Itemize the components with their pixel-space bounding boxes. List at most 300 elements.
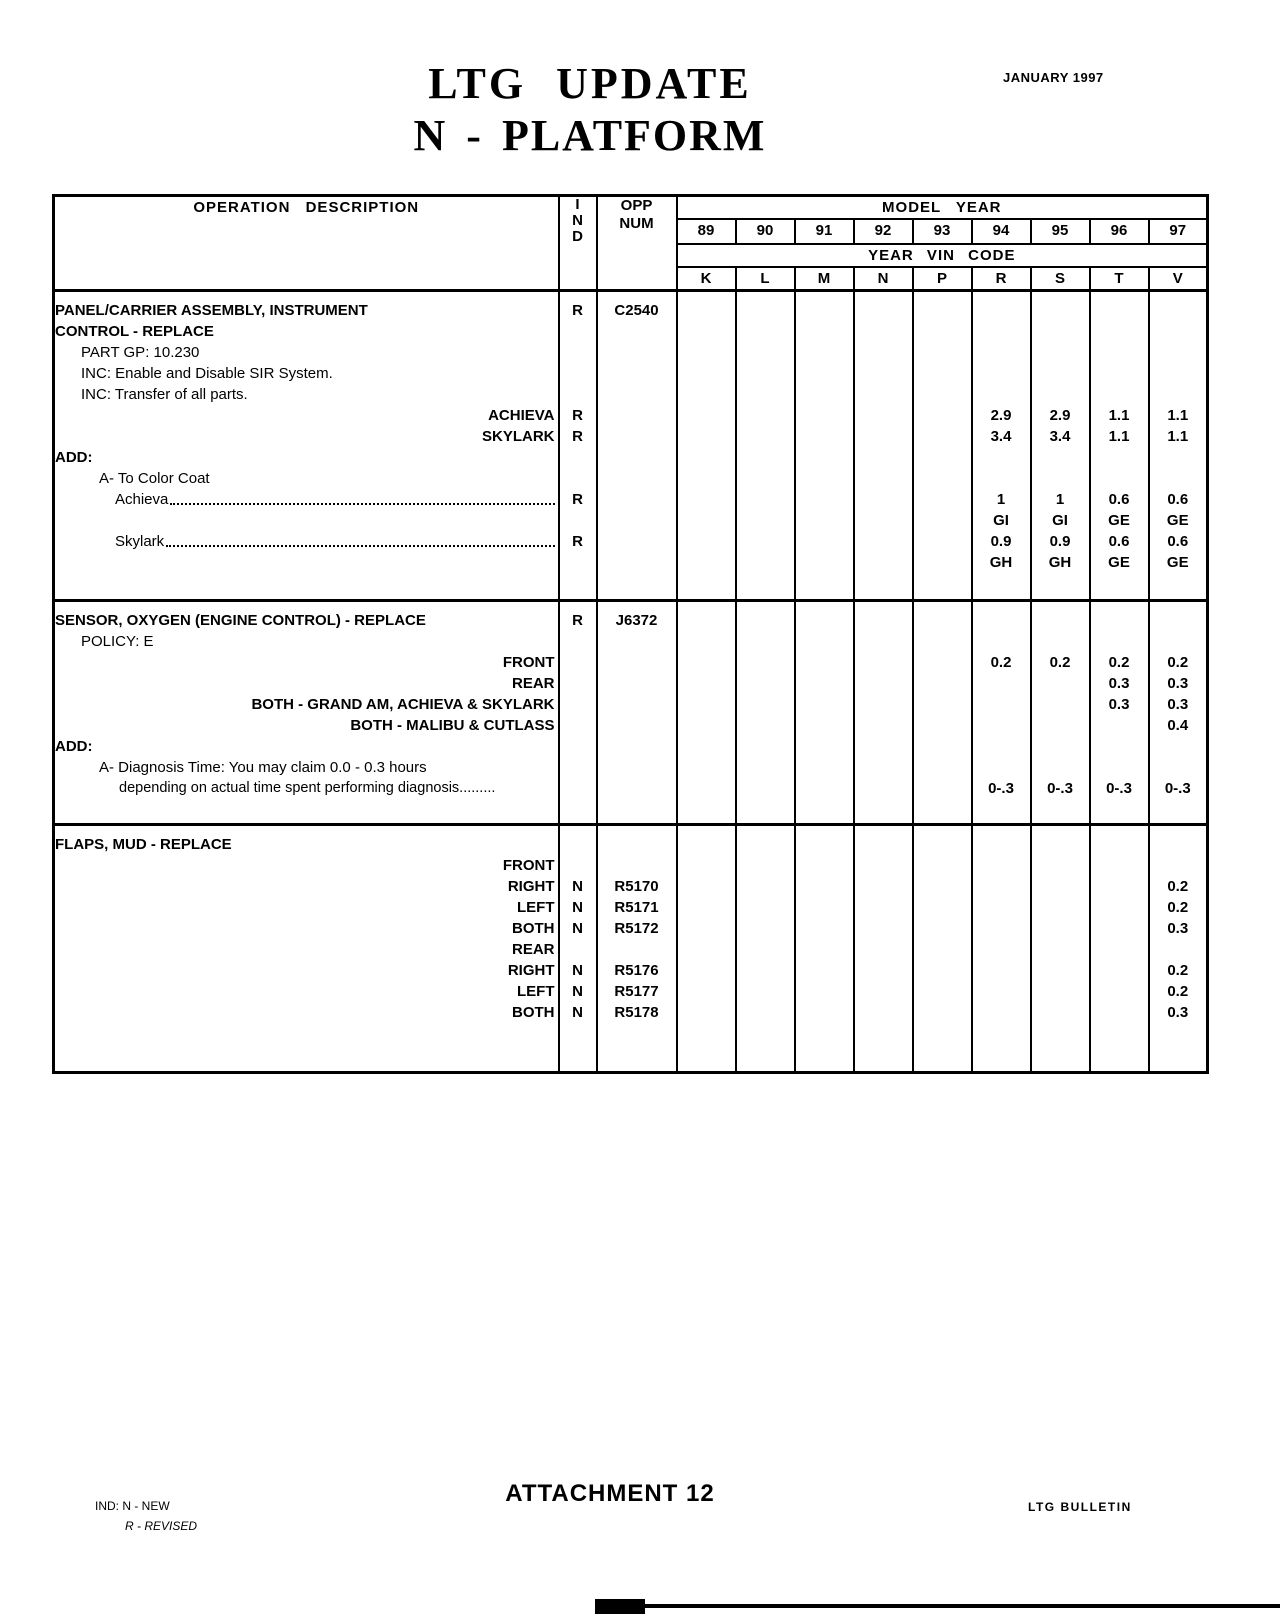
year-header: 91 [795, 219, 854, 244]
year-value-cell: 0-.3 [1031, 778, 1090, 825]
table-row [54, 778, 1208, 825]
year-value-cell: 0.2 [1149, 981, 1208, 1002]
ind-cell: R [559, 531, 597, 552]
year-value-cell [913, 652, 972, 673]
year-value-cell [795, 918, 854, 939]
operation-desc-cell: ACHIEVA [54, 405, 559, 426]
year-value-cell [736, 939, 795, 960]
leader-label: Achieva [115, 491, 169, 508]
model-year-header: MODEL YEAR [677, 196, 1208, 220]
operation-desc-cell: A- To Color Coat [54, 468, 559, 489]
year-value-cell [1031, 694, 1090, 715]
year-value-cell [677, 778, 736, 825]
year-value-cell: 0.2 [1149, 960, 1208, 981]
ind-header [559, 196, 597, 291]
year-value-cell [1031, 342, 1090, 363]
year-value-cell [736, 960, 795, 981]
year-value-cell [677, 897, 736, 918]
year-value-cell [677, 694, 736, 715]
year-value-cell [972, 363, 1031, 384]
table-row [54, 510, 1208, 531]
operation-desc-cell: BOTH [54, 1002, 559, 1073]
year-value-cell [736, 384, 795, 405]
year-value-cell [972, 897, 1031, 918]
year-value-cell [795, 510, 854, 531]
year-value-cell [795, 855, 854, 876]
year-value-cell [913, 918, 972, 939]
vin-code-header: P [913, 267, 972, 291]
year-value-cell [795, 291, 854, 322]
attachment-label: ATTACHMENT 12 [505, 1480, 715, 1507]
opp-num-cell [597, 757, 677, 778]
year-value-cell [677, 601, 736, 632]
year-value-cell [1149, 342, 1208, 363]
table-row [54, 405, 1208, 426]
year-value-cell [677, 876, 736, 897]
ind-cell [559, 321, 597, 342]
year-value-cell [736, 510, 795, 531]
table-row [54, 673, 1208, 694]
year-value-cell [795, 757, 854, 778]
ind-letter: I [575, 196, 580, 213]
year-value-cell [677, 468, 736, 489]
year-value-cell [677, 631, 736, 652]
year-value-cell [1031, 601, 1090, 632]
year-value-cell [972, 939, 1031, 960]
year-value-cell: 0.4 [1149, 715, 1208, 736]
year-value-cell [677, 736, 736, 757]
table-row [54, 757, 1208, 778]
year-value-cell: 1.1 [1149, 405, 1208, 426]
year-value-cell: 0.3 [1090, 673, 1149, 694]
year-value-cell [736, 342, 795, 363]
year-value-cell [913, 321, 972, 342]
year-value-cell [1149, 631, 1208, 652]
operation-desc-cell: ADD: [54, 736, 559, 757]
year-value-cell [972, 736, 1031, 757]
year-value-cell [854, 652, 913, 673]
year-header: 95 [1031, 219, 1090, 244]
year-value-cell: 0.2 [1149, 897, 1208, 918]
table-row [54, 981, 1208, 1002]
ind-cell [559, 510, 597, 531]
year-value-cell [972, 757, 1031, 778]
year-value-cell: GI [972, 510, 1031, 531]
opp-num-cell [597, 552, 677, 601]
table-row [54, 601, 1208, 632]
year-value-cell [795, 321, 854, 342]
year-value-cell [1090, 321, 1149, 342]
year-value-cell [1090, 601, 1149, 632]
year-value-cell [913, 342, 972, 363]
opp-num-cell [597, 405, 677, 426]
year-value-cell: 2.9 [1031, 405, 1090, 426]
year-header: 93 [913, 219, 972, 244]
year-value-cell [1090, 715, 1149, 736]
dot-leader [166, 531, 554, 547]
year-value-cell [795, 715, 854, 736]
year-value-cell [677, 939, 736, 960]
year-value-cell [854, 291, 913, 322]
ind-cell [559, 342, 597, 363]
year-value-cell [854, 363, 913, 384]
vin-code-header: T [1090, 267, 1149, 291]
year-value-cell: 1.1 [1090, 426, 1149, 447]
opp-num-cell [597, 342, 677, 363]
opp-num-cell [597, 778, 677, 825]
year-value-cell: 0-.3 [1090, 778, 1149, 825]
year-value-cell [854, 960, 913, 981]
year-value-cell: 1 [1031, 489, 1090, 510]
year-value-cell: GE [1090, 510, 1149, 531]
opp-num-cell: R5176 [597, 960, 677, 981]
ind-cell: R [559, 291, 597, 322]
year-value-cell [677, 363, 736, 384]
year-value-cell [913, 468, 972, 489]
table-row [54, 855, 1208, 876]
year-value-cell [1149, 736, 1208, 757]
year-value-cell [795, 342, 854, 363]
year-value-cell [677, 426, 736, 447]
year-value-cell [1031, 631, 1090, 652]
opp-num-cell [597, 673, 677, 694]
year-value-cell [677, 510, 736, 531]
year-value-cell [795, 981, 854, 1002]
opp-num-cell [597, 939, 677, 960]
year-value-cell [913, 694, 972, 715]
year-value-cell [677, 552, 736, 601]
year-value-cell [677, 405, 736, 426]
year-value-cell [913, 778, 972, 825]
ind-cell: N [559, 960, 597, 981]
vin-code-header: L [736, 267, 795, 291]
year-value-cell [1031, 736, 1090, 757]
year-value-cell [1090, 363, 1149, 384]
year-value-cell [1090, 384, 1149, 405]
year-value-cell [1090, 897, 1149, 918]
operation-desc-cell: INC: Transfer of all parts. [54, 384, 559, 405]
year-header: 96 [1090, 219, 1149, 244]
year-value-cell [677, 531, 736, 552]
table-row [54, 876, 1208, 897]
year-value-cell [972, 447, 1031, 468]
ind-cell: N [559, 897, 597, 918]
year-value-cell: GE [1090, 552, 1149, 601]
year-value-cell [1031, 897, 1090, 918]
opp-num-cell [597, 694, 677, 715]
year-value-cell [736, 291, 795, 322]
table-row [54, 939, 1208, 960]
ind-cell [559, 447, 597, 468]
ind-legend-line: R - REVISED [125, 1519, 198, 1533]
ind-letter: N [572, 212, 583, 229]
year-value-cell [972, 960, 1031, 981]
ind-cell: N [559, 876, 597, 897]
opp-num-cell: R5170 [597, 876, 677, 897]
operation-desc-cell: ADD: [54, 447, 559, 468]
year-value-cell [795, 426, 854, 447]
year-value-cell [972, 673, 1031, 694]
year-value-cell [1031, 384, 1090, 405]
year-value-cell [736, 405, 795, 426]
ind-cell: N [559, 1002, 597, 1073]
year-value-cell: 2.9 [972, 405, 1031, 426]
year-value-cell [1031, 363, 1090, 384]
year-header: 97 [1149, 219, 1208, 244]
year-value-cell [913, 939, 972, 960]
year-value-cell [795, 778, 854, 825]
year-value-cell [677, 291, 736, 322]
year-value-cell [736, 489, 795, 510]
year-value-cell [677, 384, 736, 405]
year-value-cell [972, 342, 1031, 363]
operation-desc-cell: RIGHT [54, 960, 559, 981]
year-value-cell: 0.9 [972, 531, 1031, 552]
year-value-cell [854, 384, 913, 405]
year-value-cell [1149, 291, 1208, 322]
table-row [54, 694, 1208, 715]
year-value-cell: 3.4 [972, 426, 1031, 447]
year-value-cell: GI [1031, 510, 1090, 531]
year-value-cell: GH [1031, 552, 1090, 601]
year-value-cell [736, 918, 795, 939]
year-value-cell [1090, 468, 1149, 489]
operations-table [52, 194, 1209, 1074]
year-value-cell [913, 447, 972, 468]
opp-num-cell [597, 510, 677, 531]
year-value-cell [972, 631, 1031, 652]
year-value-cell [854, 876, 913, 897]
year-value-cell [736, 715, 795, 736]
year-value-cell [972, 981, 1031, 1002]
ind-cell [559, 673, 597, 694]
operation-desc-cell: RIGHT [54, 876, 559, 897]
ind-cell: N [559, 918, 597, 939]
year-value-cell: 0.6 [1090, 489, 1149, 510]
table-row [54, 736, 1208, 757]
leader-label: Skylark [115, 533, 165, 550]
opp-num-cell: C2540 [597, 291, 677, 322]
year-value-cell [854, 447, 913, 468]
year-value-cell [854, 673, 913, 694]
year-value-cell [1149, 468, 1208, 489]
table-row [54, 1002, 1208, 1073]
year-value-cell [736, 447, 795, 468]
opp-num-cell [597, 825, 677, 856]
year-value-cell [854, 715, 913, 736]
table-row [54, 468, 1208, 489]
year-value-cell: 0.9 [1031, 531, 1090, 552]
operation-desc-cell [54, 531, 559, 552]
year-value-cell [913, 384, 972, 405]
year-value-cell [1031, 321, 1090, 342]
year-value-cell [795, 384, 854, 405]
year-value-cell [1031, 825, 1090, 856]
operation-desc-cell: REAR [54, 673, 559, 694]
year-value-cell [1031, 855, 1090, 876]
operation-desc-cell: BOTH - GRAND AM, ACHIEVA & SKYLARK [54, 694, 559, 715]
year-value-cell [795, 939, 854, 960]
year-value-cell [677, 960, 736, 981]
year-value-cell [736, 363, 795, 384]
year-value-cell [854, 981, 913, 1002]
year-value-cell [1031, 939, 1090, 960]
ind-cell: N [559, 981, 597, 1002]
year-value-cell [1090, 960, 1149, 981]
year-value-cell: 0.3 [1149, 673, 1208, 694]
year-value-cell [913, 405, 972, 426]
year-value-cell [795, 652, 854, 673]
operation-desc-cell [54, 552, 559, 601]
year-value-cell: 0.3 [1090, 694, 1149, 715]
year-value-cell [795, 552, 854, 601]
year-value-cell [1090, 447, 1149, 468]
year-value-cell [913, 631, 972, 652]
year-value-cell [854, 468, 913, 489]
year-value-cell [913, 736, 972, 757]
operation-desc-cell: PART GP: 10.230 [54, 342, 559, 363]
year-value-cell [854, 757, 913, 778]
table-row [54, 897, 1208, 918]
opp-num-cell [597, 631, 677, 652]
year-value-cell [736, 757, 795, 778]
year-value-cell [854, 426, 913, 447]
year-value-cell: 0.3 [1149, 918, 1208, 939]
year-value-cell: 1.1 [1149, 426, 1208, 447]
year-value-cell [795, 694, 854, 715]
year-value-cell [677, 981, 736, 1002]
year-value-cell [736, 897, 795, 918]
table-row [54, 531, 1208, 552]
scan-artifact [595, 1599, 645, 1614]
year-value-cell [913, 291, 972, 322]
year-value-cell [913, 855, 972, 876]
year-value-cell [854, 510, 913, 531]
year-value-cell [736, 855, 795, 876]
vin-code-header: N [854, 267, 913, 291]
year-value-cell [854, 405, 913, 426]
year-value-cell: 1 [972, 489, 1031, 510]
table-row [54, 291, 1208, 322]
ind-letter: D [572, 228, 583, 245]
year-value-cell [736, 825, 795, 856]
page-title-block [330, 58, 850, 162]
opp-num-cell [597, 426, 677, 447]
year-value-cell [736, 426, 795, 447]
operation-description-header: OPERATION DESCRIPTION [54, 196, 559, 291]
year-value-cell [972, 715, 1031, 736]
year-value-cell [913, 510, 972, 531]
ind-cell [559, 652, 597, 673]
date-label: JANUARY 1997 [1003, 70, 1104, 85]
year-value-cell [854, 918, 913, 939]
year-value-cell [736, 876, 795, 897]
opp-num-cell [597, 736, 677, 757]
page-title: LTG UPDATE [428, 59, 752, 108]
year-value-cell: 0.6 [1149, 531, 1208, 552]
ind-cell: R [559, 426, 597, 447]
ind-legend-line: IND: N - NEW [95, 1499, 170, 1513]
ind-cell [559, 855, 597, 876]
table-row [54, 447, 1208, 468]
year-value-cell [736, 673, 795, 694]
year-value-cell [1090, 918, 1149, 939]
year-value-cell [854, 1002, 913, 1073]
opp-num-cell: R5177 [597, 981, 677, 1002]
opp-header-line: OPP [620, 197, 653, 214]
ind-cell [559, 468, 597, 489]
opp-num-header [597, 196, 677, 291]
table-row [54, 552, 1208, 601]
opp-num-cell: R5178 [597, 1002, 677, 1073]
year-value-cell [795, 736, 854, 757]
year-value-cell [1031, 757, 1090, 778]
opp-num-cell [597, 321, 677, 342]
year-value-cell [795, 897, 854, 918]
year-value-cell [736, 694, 795, 715]
year-value-cell [1149, 447, 1208, 468]
year-value-cell [1031, 960, 1090, 981]
year-value-cell [677, 1002, 736, 1073]
vin-code-header: M [795, 267, 854, 291]
year-value-cell [736, 981, 795, 1002]
year-value-cell [1149, 384, 1208, 405]
year-value-cell [795, 960, 854, 981]
table-row [54, 426, 1208, 447]
year-value-cell [795, 876, 854, 897]
year-value-cell [677, 918, 736, 939]
opp-num-cell [597, 363, 677, 384]
ind-cell: R [559, 405, 597, 426]
year-value-cell [913, 531, 972, 552]
year-value-cell: 0.2 [1031, 652, 1090, 673]
year-value-cell [972, 825, 1031, 856]
year-value-cell [1149, 855, 1208, 876]
year-value-cell [854, 552, 913, 601]
year-value-cell [854, 694, 913, 715]
opp-num-cell: R5171 [597, 897, 677, 918]
year-value-cell [913, 876, 972, 897]
year-value-cell [913, 757, 972, 778]
table-section-panel-carrier [54, 291, 1208, 601]
table-row [54, 342, 1208, 363]
year-value-cell [913, 552, 972, 601]
year-value-cell: 0.2 [1149, 652, 1208, 673]
table-section-flaps-mud [54, 825, 1208, 1073]
year-value-cell: 0.6 [1149, 489, 1208, 510]
year-value-cell [1090, 342, 1149, 363]
year-value-cell [795, 405, 854, 426]
dot-leader [170, 489, 554, 505]
operation-desc-cell: SENSOR, OXYGEN (ENGINE CONTROL) - REPLACE [54, 601, 559, 632]
ind-cell [559, 715, 597, 736]
table-row [54, 489, 1208, 510]
year-value-cell [795, 363, 854, 384]
year-header: 90 [736, 219, 795, 244]
year-value-cell [1090, 855, 1149, 876]
table-row [54, 652, 1208, 673]
year-value-cell [1031, 1002, 1090, 1073]
year-value-cell [1031, 673, 1090, 694]
operation-desc-cell: SKYLARK [54, 426, 559, 447]
year-value-cell [1090, 939, 1149, 960]
year-value-cell [795, 468, 854, 489]
table-row [54, 715, 1208, 736]
year-value-cell [1031, 876, 1090, 897]
table-row [54, 631, 1208, 652]
year-value-cell [913, 960, 972, 981]
year-value-cell [1090, 631, 1149, 652]
